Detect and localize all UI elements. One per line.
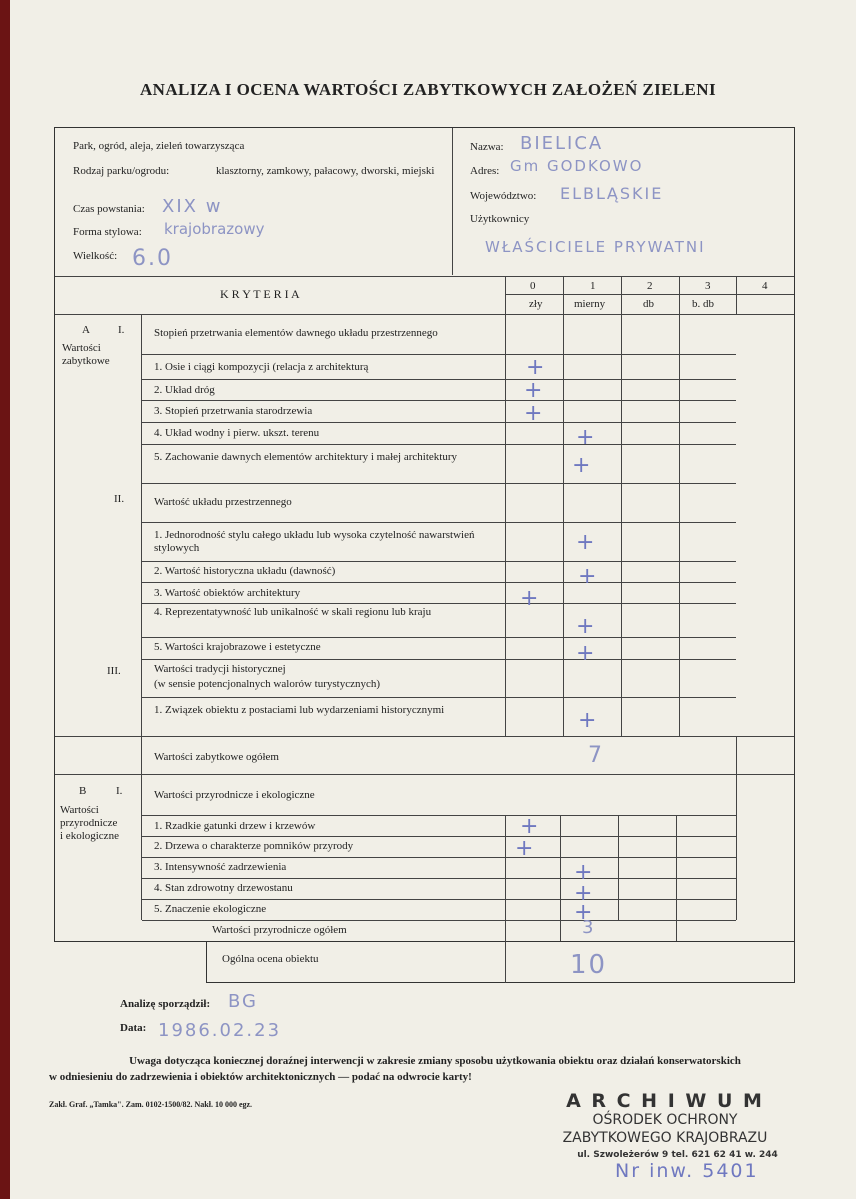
section-a-i-heading: Stopień przetrwania elementów dawnego układu przestrzennego [154, 327, 438, 339]
criterion-a-ii-4: 4. Reprezentatywność lub unikalność w skali regionu lub kraju [154, 606, 432, 618]
row-line [142, 400, 736, 401]
archive-stamp-line-3: ZABYTKOWEGO KRAJOBRAZU [562, 1130, 768, 1146]
rodzaj-options: klasztorny, zamkowy, pałacowy, dworski, miejski [216, 165, 435, 177]
row-line [142, 815, 736, 816]
section-a-ii-roman: II. [114, 493, 125, 505]
mark-a-ii-3: + [520, 586, 539, 611]
row-line [142, 899, 736, 900]
forma-value: krajobrazowy [164, 220, 265, 238]
warning-line-2: w odniesieniu do zadrzewienia i obiektów architektonicznych — podać na odwrocie karty! [49, 1071, 472, 1083]
scale-col-0 [505, 277, 506, 737]
adres-label: Adres: [470, 165, 500, 177]
mark-b-4: + [574, 881, 593, 906]
czas-value: XIX w [162, 196, 223, 217]
analiza-value: BG [228, 991, 258, 1012]
data-label: Data: [120, 1022, 147, 1034]
scale-1-label: mierny [574, 298, 606, 310]
scale-2-num: 2 [647, 280, 653, 292]
section-a-code: A [82, 324, 90, 336]
row-line [142, 878, 736, 879]
criterion-b-5: 5. Znaczenie ekologiczne [154, 903, 267, 915]
row-line [142, 422, 736, 423]
criterion-b-1: 1. Rzadkie gatunki drzew i krzewów [154, 820, 316, 832]
wielkosc-value: 6.0 [132, 246, 173, 271]
mark-a-i-1: + [526, 355, 545, 380]
row-line [142, 582, 736, 583]
kryteria-label: K R Y T E R I A [220, 287, 300, 301]
row-line [142, 444, 736, 445]
row-line [142, 603, 736, 604]
scale-4-num: 4 [762, 280, 768, 292]
section-a-total-label: Wartości zabytkowe ogółem [154, 751, 279, 763]
inventory-number: Nr inw. 5401 [615, 1160, 759, 1182]
row-line [142, 522, 736, 523]
mark-a-i-2: + [524, 378, 543, 403]
row-line [142, 483, 736, 484]
section-b-code: B [79, 785, 87, 797]
uzytkownicy-label: Użytkownicy [470, 213, 530, 225]
row-line [142, 354, 736, 355]
analiza-label: Analizę sporządził: [120, 998, 211, 1010]
criterion-a-iii-1: 1. Związek obiektu z postaciami lub wydarzeniami historycznymi [154, 704, 445, 716]
kryteria-bottom-line [55, 314, 794, 315]
criterion-a-ii-3: 3. Wartość obiektów architektury [154, 587, 301, 599]
scale-1-num: 1 [590, 280, 596, 292]
archive-stamp-line-1: A R C H I W U M [566, 1090, 764, 1112]
row-line [142, 637, 736, 638]
section-a-iii-heading-2: (w sensie potencjonalnych walorów turystycznych) [154, 678, 381, 690]
warning-line-1: Uwaga dotycząca koniecznej doraźnej interwencji w zakresie zmiany sposobu użytkowania obiektu oraz działań konserwatorskich [129, 1055, 741, 1067]
section-a-ii-heading: Wartość układu przestrzennego [154, 496, 292, 508]
nazwa-label: Nazwa: [470, 141, 504, 153]
section-b-total-label: Wartości przyrodnicze ogółem [212, 924, 347, 936]
section-b-roman: I. [116, 785, 123, 797]
nazwa-value: BIELICA [520, 133, 604, 154]
scale-col-b2 [618, 815, 619, 920]
czas-label: Czas powstania: [73, 203, 145, 215]
criterion-a-i-5: 5. Zachowanie dawnych elementów architektury i małej architektury [154, 451, 457, 463]
wojewodztwo-label: Województwo: [470, 190, 537, 202]
scale-col-b4 [736, 736, 737, 920]
section-a-iii-heading-1: Wartości tradycji historycznej [154, 663, 286, 675]
criterion-b-4: 4. Stan zdrowotny drzewostanu [154, 882, 293, 894]
section-b-name: Wartości przyrodnicze i ekologiczne [60, 804, 119, 842]
mark-a-iii-1: + [578, 708, 597, 733]
adres-value: Gm GODKOWO [510, 157, 644, 175]
scale-col-b3 [676, 815, 677, 941]
archive-stamp-line-4: ul. Szwoleżerów 9 tel. 621 62 41 w. 244 [577, 1150, 778, 1160]
mark-a-i-4: + [576, 425, 595, 450]
row-line [142, 379, 736, 380]
row-line [55, 774, 794, 775]
mark-a-ii-4: + [576, 614, 595, 639]
criterion-b-3: 3. Intensywność zadrzewienia [154, 861, 287, 873]
data-value: 1986.02.23 [158, 1020, 282, 1041]
criterion-b-2: 2. Drzewa o charakterze pomników przyrody [154, 840, 354, 852]
forma-label: Forma stylowa: [73, 226, 142, 238]
criterion-a-i-3: 3. Stopień przetrwania starodrzewia [154, 405, 313, 417]
overall-value: 10 [570, 950, 608, 980]
criterion-a-ii-5: 5. Wartości krajobrazowe i estetyczne [154, 641, 321, 653]
mark-a-ii-2: + [578, 564, 597, 589]
section-a-total-value: 7 [588, 743, 604, 768]
scale-2-label: db [643, 298, 654, 310]
printer-info: Zakł. Graf. „Tamka". Zam. 0102-1500/82. Nakł. 10 000 egz. [49, 1100, 253, 1109]
wojewodztwo-value: ELBLĄSKIE [560, 184, 664, 203]
scale-0-label: zły [529, 298, 543, 310]
criterion-a-i-4: 4. Układ wodny i pierw. ukszt. terenu [154, 427, 320, 439]
section-divider [141, 314, 142, 920]
archive-stamp-line-2: OŚRODEK OCHRONY [592, 1112, 738, 1128]
scale-mid-line [505, 294, 794, 295]
scale-3-num: 3 [705, 280, 711, 292]
mark-a-ii-5: + [576, 641, 595, 666]
park-type-label: Park, ogród, aleja, zieleń towarzysząca [73, 140, 245, 152]
criterion-a-i-1: 1. Osie i ciągi kompozycji (relacja z architekturą [154, 361, 369, 373]
section-a-name: Wartości zabytkowe [62, 342, 110, 367]
scale-col-4 [736, 277, 737, 314]
section-b-total-value: 3 [582, 917, 596, 938]
row-line [142, 561, 736, 562]
criterion-a-ii-1: 1. Jednorodność stylu całego układu lub wysoka czytelność nawarstwień stylowych [154, 529, 475, 554]
overall-label: Ogólna ocena obiektu [222, 953, 319, 965]
mark-a-ii-1: + [576, 530, 595, 555]
rodzaj-label: Rodzaj parku/ogrodu: [73, 165, 170, 177]
row-line [142, 920, 736, 921]
row-line [142, 697, 736, 698]
mark-b-1: + [520, 814, 539, 839]
scale-3-label: b. db [692, 298, 714, 310]
mark-a-i-5: + [572, 453, 591, 478]
scale-col-1 [563, 277, 564, 737]
scale-0-num: 0 [530, 280, 536, 292]
criterion-a-i-2: 2. Układ dróg [154, 384, 215, 396]
mark-a-i-3: + [524, 401, 543, 426]
scale-col-b1 [560, 815, 561, 941]
overall-divider [505, 941, 506, 983]
row-line [142, 836, 736, 837]
mark-b-5: + [574, 900, 593, 925]
section-a-roman: I. [118, 324, 125, 336]
row-line [142, 857, 736, 858]
criterion-a-ii-2: 2. Wartość historyczna układu (dawność) [154, 565, 336, 577]
form-title: ANALIZA I OCENA WARTOŚCI ZABYTKOWYCH ZAŁOŻEŃ ZIELENI [140, 80, 716, 99]
section-b-heading: Wartości przyrodnicze i ekologiczne [154, 789, 315, 801]
header-divider [452, 128, 453, 275]
uzytkownicy-value: WŁAŚCICIELE PRYWATNI [485, 238, 706, 256]
row-line [55, 736, 794, 737]
scale-col-2 [621, 277, 622, 737]
scale-col-3 [679, 277, 680, 737]
row-line [142, 659, 736, 660]
wielkosc-label: Wielkość: [73, 250, 118, 262]
scale-col-b0 [505, 815, 506, 941]
kryteria-top-line [55, 276, 794, 277]
mark-b-3: + [574, 860, 593, 885]
mark-b-2: + [515, 836, 534, 861]
section-a-iii-roman: III. [107, 665, 121, 677]
